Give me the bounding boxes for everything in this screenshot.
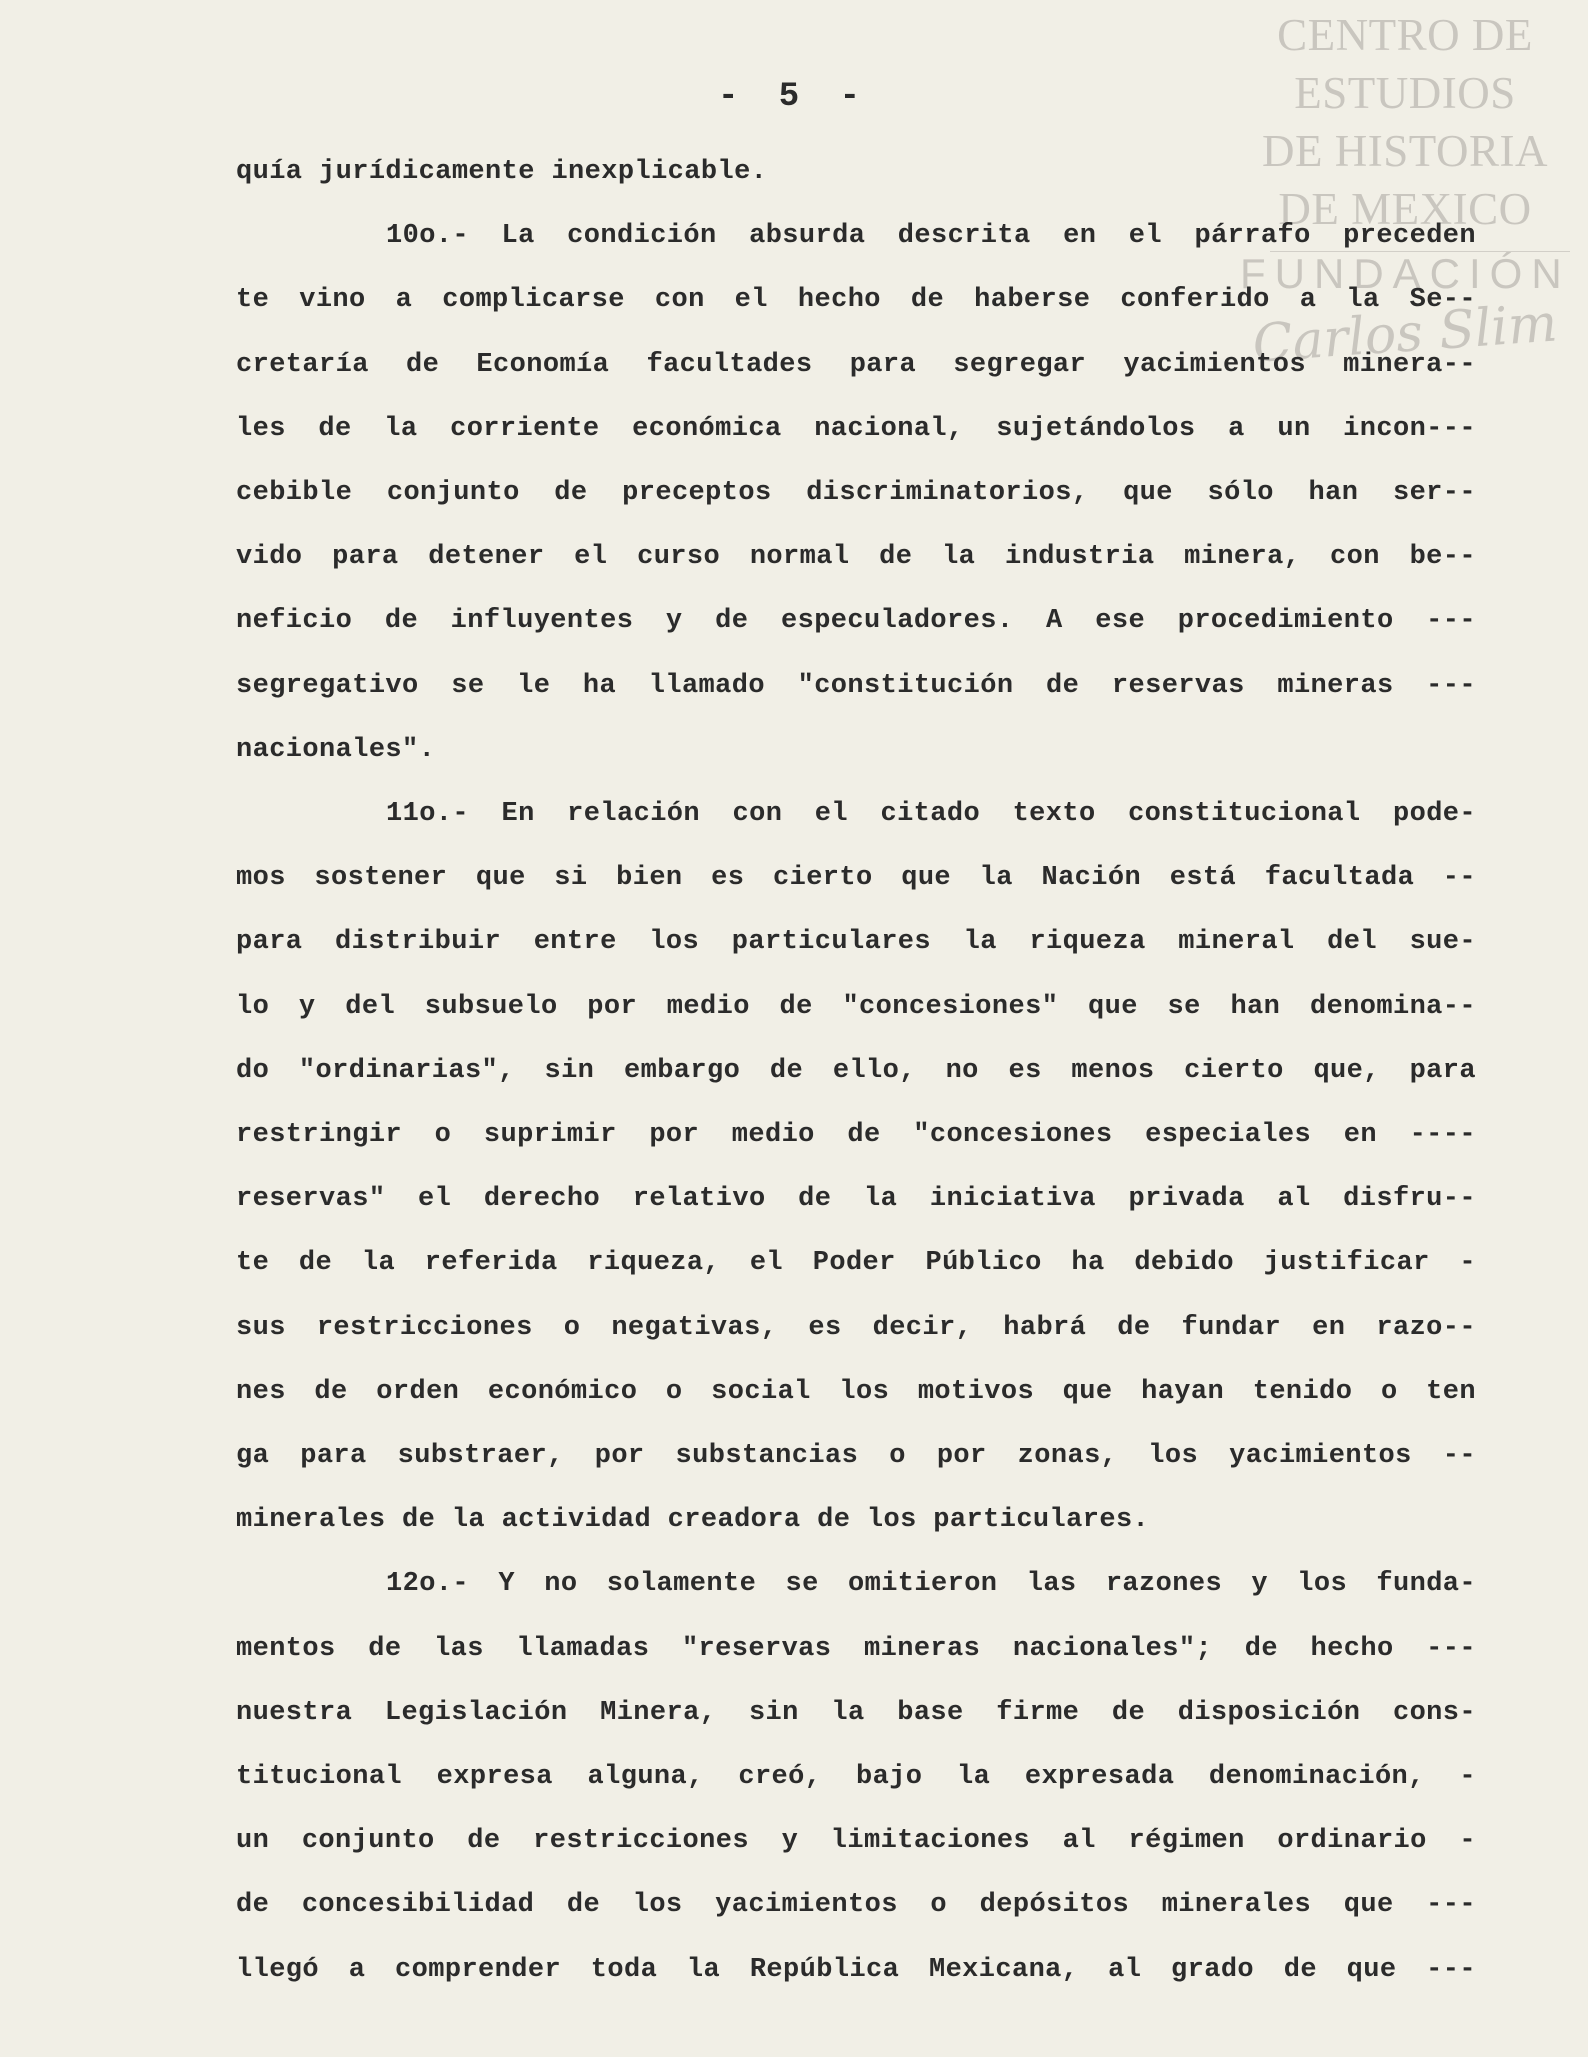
page-number: - 5 - [717, 78, 871, 116]
text-line: segregativo se le ha llamado "constitución de reservas mineras --- [236, 670, 1476, 701]
text-line: 12o.- Y no solamente se omitieron las razones y los funda- [386, 1569, 1476, 1600]
text-line: te vino a complicarse con el hecho de haberse conferido a la Se-- [236, 285, 1476, 316]
text-line: restringir o suprimir por medio de "concesiones especiales en ---- [236, 1120, 1476, 1151]
text-line: nuestra Legislación Minera, sin la base firme de disposición cons- [236, 1697, 1476, 1728]
watermark-line-3: DE HISTORIA [1262, 126, 1548, 176]
text-line: 10o.- La condición absurda descrita en el párrafo preceden [386, 221, 1476, 252]
text-line: quía jurídicamente inexplicable. [236, 157, 768, 187]
text-line: les de la corriente económica nacional, sujetándolos a un incon--- [236, 413, 1476, 444]
text-line: do "ordinarias", sin embargo de ello, no es menos cierto que, para [236, 1055, 1476, 1086]
text-line: sus restricciones o negativas, es decir, habrá de fundar en razo-- [236, 1312, 1476, 1343]
text-line: neficio de influyentes y de especuladores. A ese procedimiento --- [236, 606, 1476, 637]
text-line: minerales de la actividad creadora de los particulares. [236, 1505, 1150, 1536]
text-line: mos sostener que si bien es cierto que la Nación está facultada -- [236, 863, 1476, 894]
text-line: para distribuir entre los particulares la riqueza mineral del sue- [236, 927, 1476, 958]
text-line: nes de orden económico o social los motivos que hayan tenido o ten [236, 1376, 1476, 1407]
text-line: cebible conjunto de preceptos discriminatorios, que sólo han ser-- [236, 478, 1476, 509]
text-line: de concesibilidad de los yacimientos o depósitos minerales que --- [236, 1890, 1476, 1921]
text-line: te de la referida riqueza, el Poder Público ha debido justificar - [236, 1248, 1476, 1279]
text-line: llegó a comprender toda la República Mexicana, al grado de que --- [236, 1954, 1476, 1985]
text-line: cretaría de Economía facultades para segregar yacimientos minera-- [236, 349, 1476, 380]
text-line: mentos de las llamadas "reservas mineras nacionales"; de hecho --- [236, 1633, 1476, 1664]
text-line: titucional expresa alguna, creó, bajo la expresada denominación, - [236, 1762, 1476, 1793]
watermark-line-4: DE MEXICO [1278, 184, 1532, 234]
text-line: vido para detener el curso normal de la industria minera, con be-- [236, 542, 1476, 573]
text-line: nacionales". [236, 734, 436, 765]
text-line: reservas" el derecho relativo de la iniciativa privada al disfru-- [236, 1184, 1476, 1215]
text-line: lo y del subsuelo por medio de "concesiones" que se han denomina-- [236, 991, 1476, 1022]
watermark-signature: Carlos Slim [1250, 293, 1560, 375]
watermark-foundation: FUNDACIÓN [1240, 250, 1571, 297]
typewritten-text [236, 140, 1476, 2002]
text-line: 11o.- En relación con el citado texto constitucional pode- [386, 799, 1476, 830]
text-line: un conjunto de restricciones y limitaciones al régimen ordinario - [236, 1826, 1476, 1857]
watermark-line-1: CENTRO DE [1277, 10, 1533, 60]
text-line: ga para substraer, por substancias o por zonas, los yacimientos -- [236, 1441, 1476, 1472]
watermark-line-2: ESTUDIOS [1294, 68, 1516, 118]
